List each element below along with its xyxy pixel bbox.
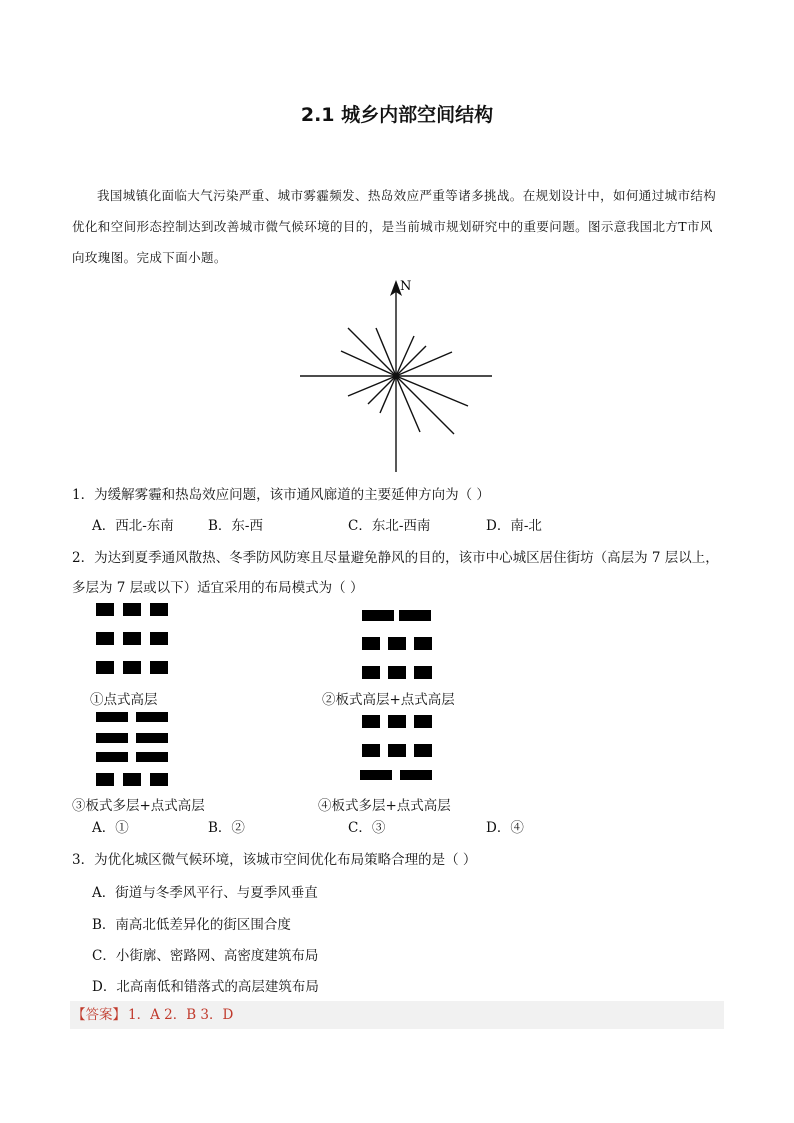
q1-option-c[interactable]: C．东北-西南 [348,518,431,534]
q3-option-d[interactable]: D．北高南低和错落式的高层建筑布局 [92,979,319,995]
q3-option-b[interactable]: B．南高北低差异化的街区围合度 [92,917,291,933]
rose-spoke-nw [348,328,396,376]
q2-option-b[interactable]: B．② [208,820,245,836]
q1-option-b[interactable]: B．东-西 [208,518,263,534]
answer-text: 1．A 2．B 3．D [128,1007,234,1023]
q2-option-d[interactable]: D．④ [486,820,524,836]
q2-option-a[interactable]: A．① [92,820,129,836]
rose-spoke-ne [396,346,426,376]
question-2-stem: 2．为达到夏季通风散热、冬季防风防寒且尽量避免静风的目的，该市中心城区居住街坊（高层为 7 层以上，多层为 7 层或以下）适宜采用的布局模式为（ ） [72,550,719,596]
wind-rose-diagram [296,276,496,476]
diagram-4-caption: ④板式多层+点式高层 [318,798,451,814]
rose-spoke-sw [368,376,396,404]
q2-option-c[interactable]: C．③ [348,820,386,836]
question-1-stem: 1．为缓解雾霾和热岛效应问题，该市通风廊道的主要延伸方向为（ ） [72,487,490,503]
intro-paragraph: 我国城镇化面临大气污染严重、城市雾霾频发、热岛效应严重等诸多挑战。在规划设计中，如何通过城市结构优化和空间形态控制达到改善城市微气候环境的目的，是当前城市规划研究中的重要问题。图示意我国北方T市风向玫瑰图。完成下面小题。 [72,188,717,265]
page-title: 2.1 城乡内部空间结构 [300,104,494,126]
question-3-stem: 3．为优化城区微气候环境，该城市空间优化布局策略合理的是（ ） [72,852,477,868]
q3-option-a[interactable]: A．街道与冬季风平行、与夏季风垂直 [92,885,318,901]
q3-option-c[interactable]: C．小街廓、密路网、高密度建筑布局 [92,948,319,964]
answer-bar [70,1001,724,1029]
north-label: N [400,279,412,294]
answer-tag: 【答案】 [72,1007,126,1023]
diagram-2-caption: ②板式高层+点式高层 [322,692,455,708]
q1-option-d[interactable]: D．南-北 [486,518,542,534]
diagram-1-caption: ①点式高层 [90,692,158,708]
q1-option-a[interactable]: A．西北-东南 [92,518,174,534]
rose-spoke-ene [396,352,452,376]
diagram-3-caption: ③板式多层+点式高层 [72,798,205,814]
rose-spoke-se [396,376,454,434]
